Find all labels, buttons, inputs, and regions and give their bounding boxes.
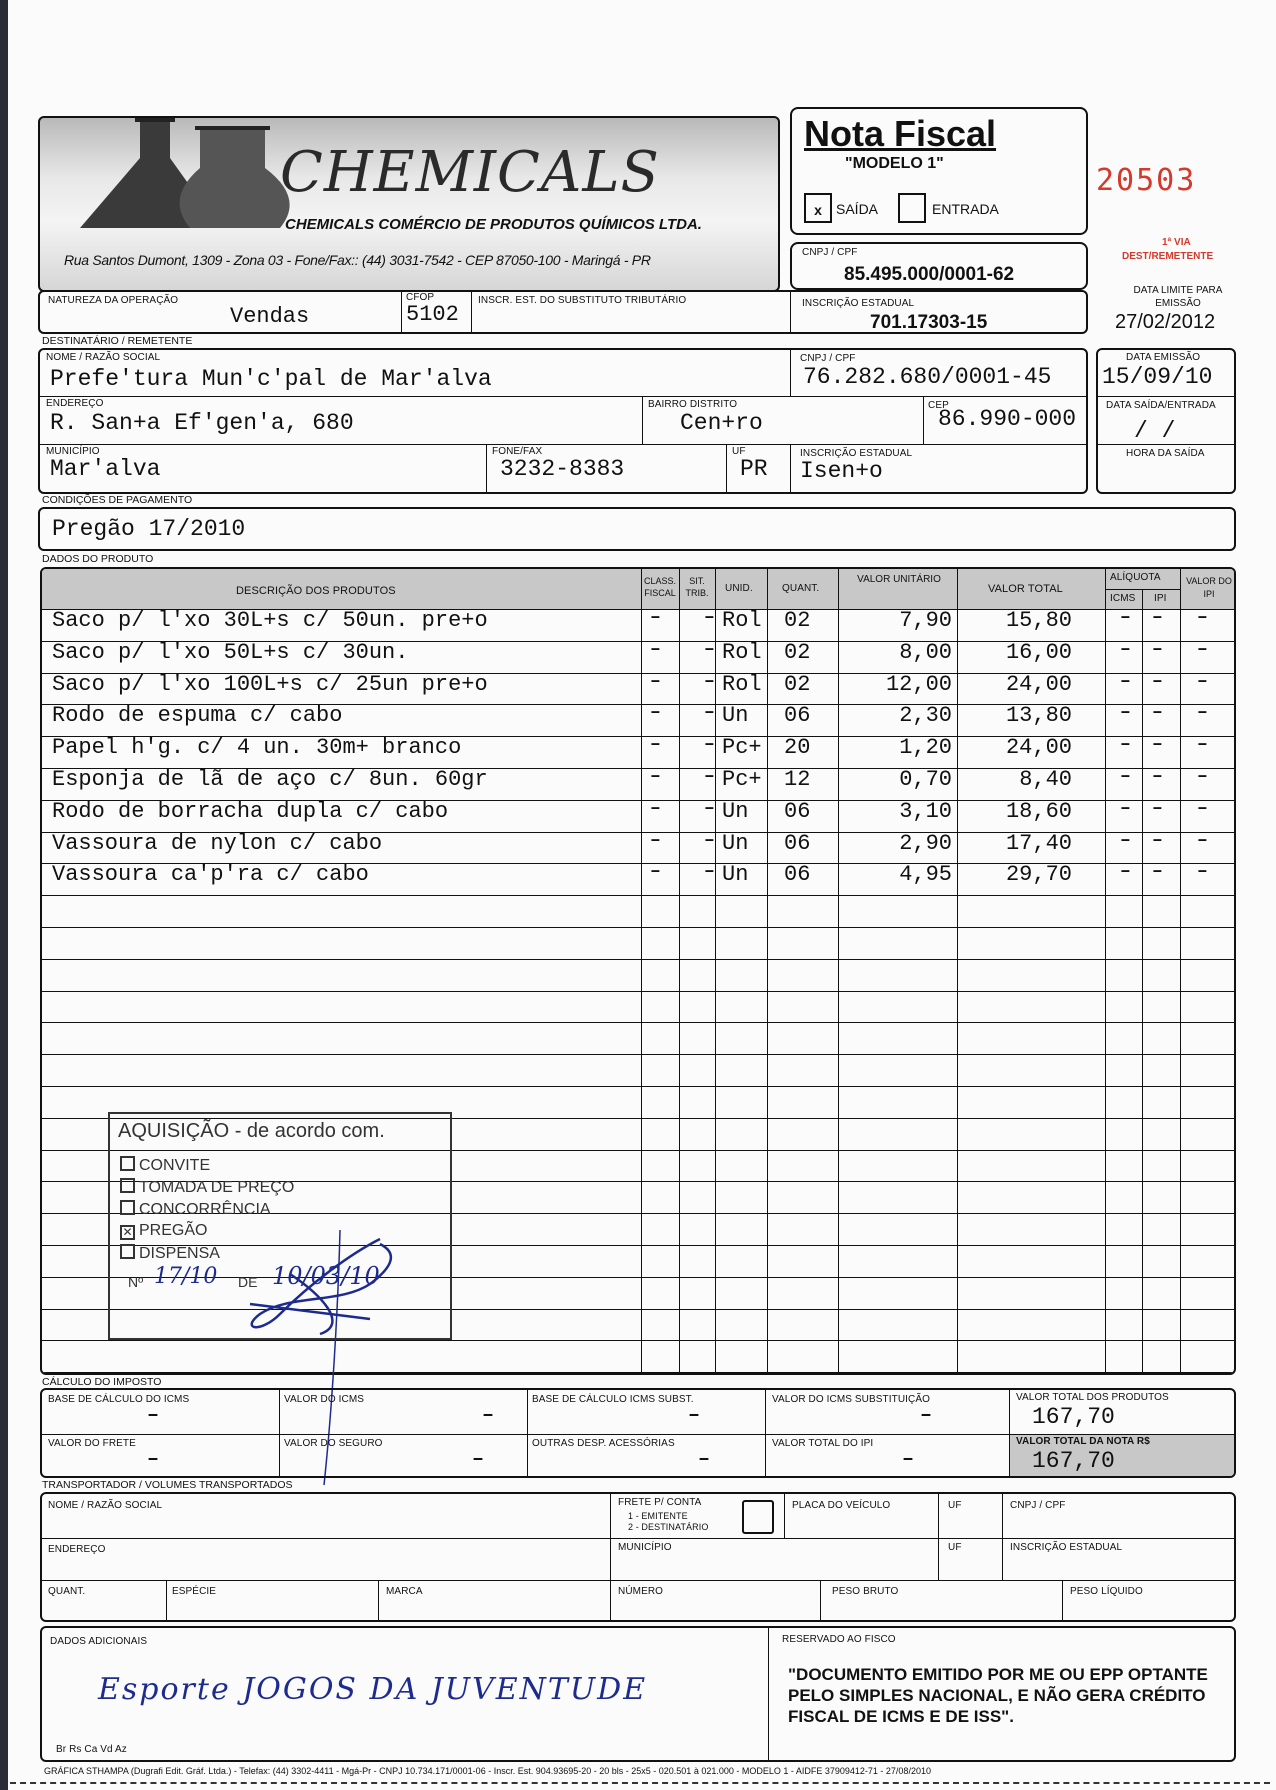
adicionais-label: DADOS ADICIONAIS <box>50 1636 148 1647</box>
product-ipi-dash: – <box>1152 608 1163 628</box>
base-icms-dash: – <box>147 1404 160 1427</box>
emitente-ie-value: 701.17303-15 <box>870 312 988 333</box>
product-unit: Un <box>722 703 749 729</box>
col-quant: QUANT. <box>782 583 820 594</box>
stamp-option-checkbox <box>120 1244 135 1259</box>
scan-edge <box>0 0 8 1790</box>
stamp-option <box>120 1244 220 1263</box>
product-description: Saco p/ l'xo 30L+s c/ 50un. pre+o <box>52 608 488 633</box>
datas-box <box>1096 348 1236 494</box>
fisco-text: "DOCUMENTO EMITIDO POR ME OU EPP OPTANTE PELO SIMPLES NACIONAL, E NÃO GERA CRÉDITO FISCAL DE ICMS E DE ISS". <box>788 1665 1208 1726</box>
col-ipi: IPI <box>1154 593 1167 604</box>
product-total: 24,00 <box>1005 671 1072 697</box>
product-sit-dash: – <box>704 703 715 724</box>
product-unit: Rol <box>722 671 762 697</box>
product-valor-ipi-dash: – <box>1197 767 1208 787</box>
base-subst-label: BASE DE CÁLCULO ICMS SUBST. <box>532 1394 694 1405</box>
table-rule <box>42 1054 1236 1055</box>
product-quantity: 06 <box>784 703 811 729</box>
col-sit: SIT. TRIB. <box>685 576 709 598</box>
product-sit-dash: – <box>704 735 715 756</box>
stamp-option-label: TOMADA DE PREÇO <box>139 1179 295 1196</box>
product-description: Saco p/ l'xo 100L+s c/ 25un pre+o <box>52 671 488 697</box>
product-valor-ipi-dash: – <box>1197 735 1208 756</box>
stamp-option-checkbox <box>120 1156 135 1171</box>
product-class-dash: – <box>650 608 661 628</box>
transp-uf2-label: UF <box>948 1542 962 1553</box>
product-description: Vassoura ca'p'ra c/ cabo <box>52 862 369 888</box>
via-line-2: DEST/REMETENTE <box>1122 251 1214 262</box>
transp-ie-label: INSCRIÇÃO ESTADUAL <box>1010 1542 1123 1553</box>
emitente-cnpj-value: 85.495.000/0001-62 <box>844 264 1015 285</box>
transportador-box <box>40 1492 1236 1622</box>
valor-icms-dash: – <box>482 1404 495 1427</box>
natureza-label: NATUREZA DA OPERAÇÃO <box>48 295 179 306</box>
product-class-dash: – <box>650 735 661 756</box>
product-unit: Un <box>722 798 749 824</box>
modelo-label: "MODELO 1" <box>845 155 944 172</box>
stamp-de-label: DE <box>238 1274 258 1290</box>
product-ipi-dash: – <box>1152 798 1163 819</box>
base-icms-label: BASE DE CÁLCULO DO ICMS <box>48 1394 190 1405</box>
transp-especie-label: ESPÉCIE <box>172 1586 217 1597</box>
product-unit-price: 8,00 <box>899 639 952 665</box>
emitente-ie-label: INSCRIÇÃO ESTADUAL <box>802 298 915 309</box>
stamp-title: AQUISIÇÃO - de acordo com. <box>118 1120 385 1142</box>
saida-checkbox[interactable] <box>804 193 832 223</box>
col-valor-unit: VALOR UNITÁRIO <box>857 574 941 585</box>
emitente-cnpj-box <box>790 242 1088 290</box>
total-produtos-label: VALOR TOTAL DOS PRODUTOS <box>1016 1392 1169 1403</box>
transp-municipio-label: MUNICÍPIO <box>618 1542 672 1553</box>
transp-cnpj-label: CNPJ / CPF <box>1010 1500 1066 1511</box>
dest-endereco-label: ENDEREÇO <box>46 398 104 409</box>
product-total: 15,80 <box>1005 608 1072 633</box>
stamp-numero-prefix: Nº <box>128 1274 144 1290</box>
product-valor-ipi-dash: – <box>1197 608 1208 628</box>
natureza-row <box>38 290 1088 334</box>
product-class-dash: – <box>650 639 661 660</box>
product-icms-dash: – <box>1120 671 1131 692</box>
transp-nome-label: NOME / RAZÃO SOCIAL <box>48 1500 163 1511</box>
transp-uf-label: UF <box>948 1500 962 1511</box>
dest-cep-value: 86.990-000 <box>938 406 1077 432</box>
product-quantity: 06 <box>784 830 811 856</box>
dest-ie-value: Isen+o <box>800 458 883 484</box>
dest-bairro-value: Cen+ro <box>680 410 763 436</box>
data-limite-label: DATA LIMITE PARA EMISSÃO <box>1133 285 1223 309</box>
adicionais-handwritten: Esporte JOGOS DA JUVENTUDE <box>98 1672 648 1707</box>
product-unit-price: 3,10 <box>899 798 952 824</box>
cfop-value: 5102 <box>406 302 459 327</box>
product-unit: Rol <box>722 608 762 633</box>
product-row <box>42 797 1234 828</box>
table-rule <box>42 959 1236 960</box>
transp-quant-label: QUANT. <box>48 1586 86 1597</box>
product-unit: Pc+ <box>722 735 762 761</box>
transp-placa-label: PLACA DO VEÍCULO <box>792 1500 891 1511</box>
product-unit-price: 12,00 <box>885 671 952 697</box>
product-unit-price: 2,30 <box>899 703 952 729</box>
frete-label: VALOR DO FRETE <box>48 1438 136 1449</box>
product-icms-dash: – <box>1120 703 1131 724</box>
dest-nome-value: Prefe'tura Mun'c'pal de Mar'alva <box>50 366 492 392</box>
table-rule <box>42 895 1236 896</box>
via-line-1: 1ª VIA <box>1162 237 1191 248</box>
grafica-footer: GRÁFICA STHAMPA (Dugrafi Edit. Gráf. Ltda.) - Telefax: (44) 3302-4411 - Mgá-Pr - CNPJ 10.734.171/0001-06 - Inscr. Est. 904.93695-20 - 20 bls - 25x5 - 020.501 à 021.000 - MODELO 1 - AIDFE 37909412-71 - 27/08/2010 <box>44 1766 931 1776</box>
product-quantity: 20 <box>784 735 811 761</box>
product-total: 8,40 <box>1019 767 1072 792</box>
col-class: CLASS. FISCAL <box>643 576 676 598</box>
data-emissao-value: 15/09/10 <box>1102 364 1213 390</box>
seguro-label: VALOR DO SEGURO <box>284 1438 383 1449</box>
total-nota-label: VALOR TOTAL DA NOTA R$ <box>1016 1436 1150 1447</box>
base-subst-dash: – <box>688 1404 701 1427</box>
product-quantity: 02 <box>784 608 811 633</box>
produtos-section: DADOS DO PRODUTO <box>42 553 154 565</box>
product-total: 29,70 <box>1005 862 1072 888</box>
product-description: Rodo de borracha dupla c/ cabo <box>52 798 449 824</box>
data-saida-value: / / <box>1134 418 1176 444</box>
company-header <box>38 116 780 292</box>
col-valor-ipi: VALOR DO IPI <box>1186 576 1232 599</box>
transp-numero-label: NÚMERO <box>618 1586 664 1597</box>
natureza-value: Vendas <box>230 304 310 329</box>
dest-fone-value: 3232-8383 <box>500 456 625 482</box>
product-sit-dash: – <box>704 608 715 628</box>
valor-subst-dash: – <box>920 1404 933 1427</box>
stamp-option-checkbox <box>120 1200 135 1215</box>
product-sit-dash: – <box>704 830 715 851</box>
product-valor-ipi-dash: – <box>1197 671 1208 692</box>
emitente-cnpj-label: CNPJ / CPF <box>802 247 858 258</box>
product-description: Esponja de lã de aço c/ 8un. 60gr <box>52 767 488 792</box>
cfop-label: CFOP <box>406 292 435 303</box>
dest-cnpj-value: 76.282.680/0001-45 <box>803 364 1052 390</box>
transp-peso-liquido-label: PESO LÍQUIDO <box>1070 1586 1143 1597</box>
brand-name: CHEMICALS <box>280 140 660 205</box>
dest-bairro-label: BAIRRO DISTRITO <box>648 399 738 410</box>
col-aliquota: ALÍQUOTA <box>1110 572 1161 583</box>
transp-marca-label: MARCA <box>386 1586 423 1597</box>
nota-title: Nota Fiscal <box>804 113 997 154</box>
stamp-option <box>120 1200 271 1219</box>
entrada-label: ENTRADA <box>932 201 999 217</box>
pagamento-section: CONDIÇÕES DE PAGAMENTO <box>42 494 193 506</box>
flask-logo <box>70 118 310 238</box>
data-limite-value: 27/02/2012 <box>1115 311 1216 333</box>
product-unit: Rol <box>722 639 762 665</box>
product-row <box>42 829 1234 860</box>
stamp-option-label: CONVITE <box>139 1157 211 1174</box>
product-icms-dash: – <box>1120 830 1131 851</box>
product-ipi-dash: – <box>1152 767 1163 787</box>
data-saida-label: DATA SAÍDA/ENTRADA <box>1106 400 1216 411</box>
product-valor-ipi-dash: – <box>1197 798 1208 819</box>
product-valor-ipi-dash: – <box>1197 862 1208 883</box>
product-description: Papel h'g. c/ 4 un. 30m+ branco <box>52 735 462 761</box>
dest-municipio-value: Mar'alva <box>50 456 161 482</box>
product-class-dash: – <box>650 703 661 724</box>
product-icms-dash: – <box>1120 735 1131 756</box>
dest-cep-label: CEP <box>928 400 949 411</box>
transp-endereco-label: ENDEREÇO <box>48 1544 106 1555</box>
product-total: 18,60 <box>1005 798 1072 824</box>
table-rule <box>42 991 1236 992</box>
product-valor-ipi-dash: – <box>1197 830 1208 851</box>
outras-label: OUTRAS DESP. ACESSÓRIAS <box>532 1438 675 1449</box>
destinatario-box <box>38 348 1088 494</box>
product-sit-dash: – <box>704 798 715 819</box>
product-unit-price: 1,20 <box>899 735 952 761</box>
nota-fiscal-box <box>790 107 1088 235</box>
valor-subst-label: VALOR DO ICMS SUBSTITUIÇÃO <box>772 1394 930 1405</box>
stamp-option <box>120 1156 210 1175</box>
dest-municipio-label: MUNICÍPIO <box>46 446 100 457</box>
stamp-numero: 17/10 <box>154 1264 218 1289</box>
product-row <box>42 606 1234 637</box>
product-total: 17,40 <box>1005 830 1072 856</box>
stamp-option-label: CONCORRÊNCIA <box>139 1201 271 1218</box>
product-unit-price: 0,70 <box>899 767 952 792</box>
product-row <box>42 701 1234 732</box>
frete-checkbox[interactable] <box>742 1500 774 1534</box>
product-class-dash: – <box>650 767 661 787</box>
product-ipi-dash: – <box>1152 862 1163 883</box>
nota-number: 20503 <box>1096 163 1197 198</box>
dest-endereco-value: R. San+a Ef'gen'a, 680 <box>50 410 354 436</box>
total-produtos-value: 167,70 <box>1032 1404 1115 1430</box>
stamp-option-label: PREGÃO <box>139 1222 208 1239</box>
transportador-section: TRANSPORTADOR / VOLUMES TRANSPORTADOS <box>42 1479 293 1491</box>
transp-frete-opt1: 1 - EMITENTE <box>628 1511 688 1521</box>
entrada-checkbox[interactable] <box>898 193 926 223</box>
product-unit: Un <box>722 830 749 856</box>
product-icms-dash: – <box>1120 798 1131 819</box>
stamp-option <box>120 1222 207 1240</box>
stamp-option <box>120 1178 294 1197</box>
product-icms-dash: – <box>1120 608 1131 628</box>
product-unit-price: 2,90 <box>899 830 952 856</box>
product-icms-dash: – <box>1120 767 1131 787</box>
product-unit: Pc+ <box>722 767 762 792</box>
outras-dash: – <box>698 1448 711 1471</box>
pagamento-box <box>38 507 1236 551</box>
product-quantity: 06 <box>784 798 811 824</box>
saida-label: SAÍDA <box>836 201 879 217</box>
stamp-option-checkbox: ✕ <box>120 1225 135 1240</box>
product-description: Rodo de espuma c/ cabo <box>52 703 343 729</box>
product-valor-ipi-dash: – <box>1197 703 1208 724</box>
pagamento-value: Pregão 17/2010 <box>52 516 246 542</box>
product-valor-ipi-dash: – <box>1197 639 1208 660</box>
product-ipi-dash: – <box>1152 830 1163 851</box>
product-ipi-dash: – <box>1152 735 1163 756</box>
product-sit-dash: – <box>704 639 715 660</box>
data-emissao-label: DATA EMISSÃO <box>1126 352 1201 363</box>
fisco-label: RESERVADO AO FISCO <box>782 1634 896 1645</box>
company-name: CHEMICALS COMÉRCIO DE PRODUTOS QUÍMICOS LTDA. <box>285 216 702 233</box>
seguro-dash: – <box>472 1448 485 1471</box>
imposto-box <box>40 1388 1236 1478</box>
product-class-dash: – <box>650 671 661 692</box>
product-total: 16,00 <box>1005 639 1072 665</box>
product-sit-dash: – <box>704 671 715 692</box>
dest-nome-label: NOME / RAZÃO SOCIAL <box>46 352 161 363</box>
stamp-option-checkbox <box>120 1178 135 1193</box>
product-row <box>42 765 1234 796</box>
product-total: 13,80 <box>1005 703 1072 729</box>
table-rule <box>42 1022 1236 1023</box>
product-unit-price: 4,95 <box>899 862 952 888</box>
adicionais-box <box>40 1626 1236 1762</box>
valor-icms-label: VALOR DO ICMS <box>284 1394 365 1405</box>
product-sit-dash: – <box>704 862 715 883</box>
product-class-dash: – <box>650 830 661 851</box>
transp-frete-label: FRETE P/ CONTA <box>618 1497 702 1508</box>
table-rule <box>42 1086 1236 1087</box>
transp-frete-opt2: 2 - DESTINATÁRIO <box>628 1522 709 1532</box>
aquisicao-stamp <box>108 1112 452 1340</box>
table-rule <box>42 1372 1236 1373</box>
stamp-option-label: DISPENSA <box>139 1245 220 1262</box>
hora-saida-label: HORA DA SAÍDA <box>1126 448 1205 459</box>
transp-peso-bruto-label: PESO BRUTO <box>832 1586 899 1597</box>
product-class-dash: – <box>650 798 661 819</box>
saida-check-mark: x <box>814 202 822 218</box>
ipi-dash: – <box>902 1448 915 1471</box>
col-valor-total: VALOR TOTAL <box>988 583 1063 595</box>
product-ipi-dash: – <box>1152 639 1163 660</box>
col-icms: ICMS <box>1110 593 1136 604</box>
destinatario-section: DESTINATÁRIO / REMETENTE <box>42 335 193 347</box>
imposto-section: CÁLCULO DO IMPOSTO <box>42 1376 162 1388</box>
company-address: Rua Santos Dumont, 1309 - Zona 03 - Fone/Fax:: (44) 3031-7542 - CEP 87050-100 - Maringá - PR <box>64 252 651 268</box>
product-row <box>42 733 1234 764</box>
dest-uf-value: PR <box>740 456 768 482</box>
product-ipi-dash: – <box>1152 671 1163 692</box>
product-unit-price: 7,90 <box>899 608 952 633</box>
dest-ie-label: INSCRIÇÃO ESTADUAL <box>800 448 913 459</box>
product-icms-dash: – <box>1120 862 1131 883</box>
product-quantity: 02 <box>784 639 811 665</box>
product-quantity: 02 <box>784 671 811 697</box>
product-row <box>42 860 1234 891</box>
product-class-dash: – <box>650 862 661 883</box>
adicionais-codes: Br Rs Ca Vd Az <box>56 1744 127 1755</box>
product-quantity: 12 <box>784 767 811 792</box>
product-sit-dash: – <box>704 767 715 787</box>
col-unid: UNID. <box>725 583 753 594</box>
product-row <box>42 638 1234 669</box>
product-description: Saco p/ l'xo 50L+s c/ 30un. <box>52 639 409 665</box>
dest-uf-label: UF <box>732 446 746 457</box>
dest-cnpj-label: CNPJ / CPF <box>800 353 856 364</box>
product-total: 24,00 <box>1005 735 1072 761</box>
product-ipi-dash: – <box>1152 703 1163 724</box>
stamp-data: 10/03/10 <box>272 1262 380 1290</box>
perforation <box>10 1782 1270 1784</box>
frete-dash: – <box>147 1448 160 1471</box>
dest-fone-label: FONE/FAX <box>492 446 543 457</box>
product-unit: Un <box>722 862 749 888</box>
product-quantity: 06 <box>784 862 811 888</box>
product-row <box>42 670 1234 701</box>
ipi-label: VALOR TOTAL DO IPI <box>772 1438 874 1449</box>
total-nota-value: 167,70 <box>1032 1448 1115 1474</box>
col-descricao: DESCRIÇÃO DOS PRODUTOS <box>236 585 396 597</box>
table-rule <box>42 927 1236 928</box>
product-description: Vassoura de nylon c/ cabo <box>52 830 383 856</box>
substituto-label: INSCR. EST. DO SUBSTITUTO TRIBUTÁRIO <box>478 295 687 306</box>
product-icms-dash: – <box>1120 639 1131 660</box>
